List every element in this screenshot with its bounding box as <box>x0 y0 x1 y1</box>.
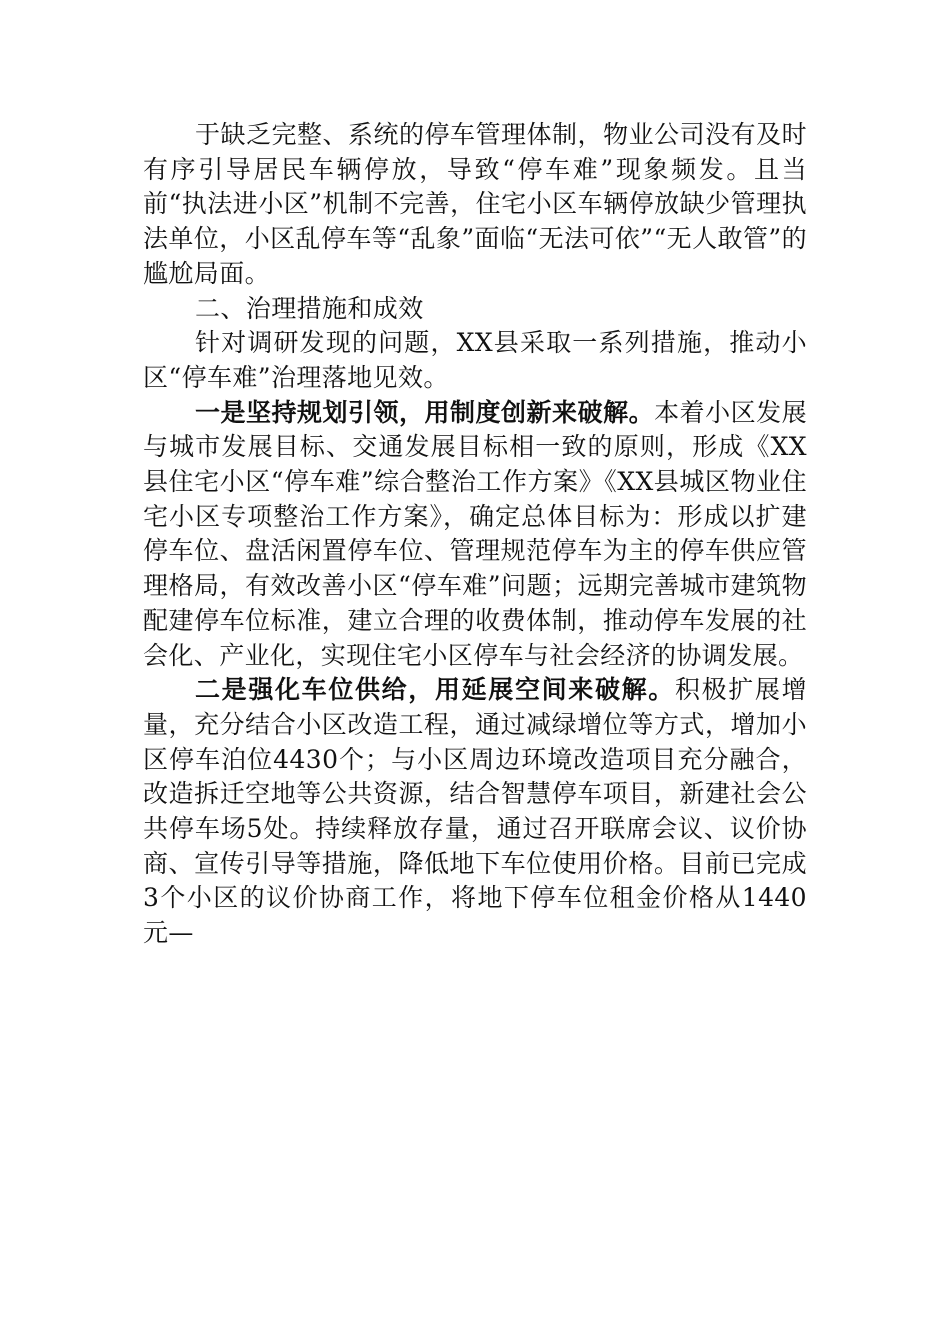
paragraph-parking-supply <box>143 673 807 951</box>
paragraph-parking-management-problems <box>143 118 807 292</box>
paragraph-bold-lead: 一是坚持规划引领，用制度创新来破解。 <box>195 397 655 427</box>
paragraph-text: 积极扩展增量，充分结合小区改造工程，通过减绿增位等方式，增加小区停车泊位4430个；与小区周边环境改造项目充分融合，改造拆迁空地等公共资源，结合智慧停车项目，新建社会公共停车场5处。持续释放存量，通过召开联席会议、议价协商、宣传引导等措施，降低地下车位使用价格。目前已完成3个小区的议价协商工作，将地下停车位租金价格从1440元— <box>143 675 807 948</box>
paragraph-measures-intro <box>143 326 807 395</box>
paragraph-bold-lead: 二是强化车位供给，用延展空间来破解。 <box>195 675 675 705</box>
paragraph-text: 针对调研发现的问题，XX县采取一系列措施，推动小区“停车难”治理落地见效。 <box>143 328 807 392</box>
paragraph-planning-guidance <box>143 396 807 674</box>
section-heading-measures-and-results <box>143 292 807 327</box>
paragraph-text: 于缺乏完整、系统的停车管理体制，物业公司没有及时有序引导居民车辆停放，导致“停车难”现象频发。且当前“执法进小区”机制不完善，住宅小区车辆停放缺少管理执法单位，小区乱停车等“乱象”面临“无法可依”“无人敢管”的尴尬局面。 <box>143 120 807 288</box>
paragraph-text: 本着小区发展与城市发展目标、交通发展目标相一致的原则，形成《XX县住宅小区“停车难”综合整治工作方案》《XX县城区物业住宅小区专项整治工作方案》，确定总体目标为：形成以扩建停车位、盘活闲置停车位、管理规范停车为主的停车供应管理格局，有效改善小区“停车难”问题；远期完善城市建筑物配建停车位标准，建立合理的收费体制，推动停车发展的社会化、产业化，实现住宅小区停车与社会经济的协调发展。 <box>143 397 807 670</box>
document-body <box>143 118 807 951</box>
section-heading-text: 二、治理措施和成效 <box>195 293 424 323</box>
